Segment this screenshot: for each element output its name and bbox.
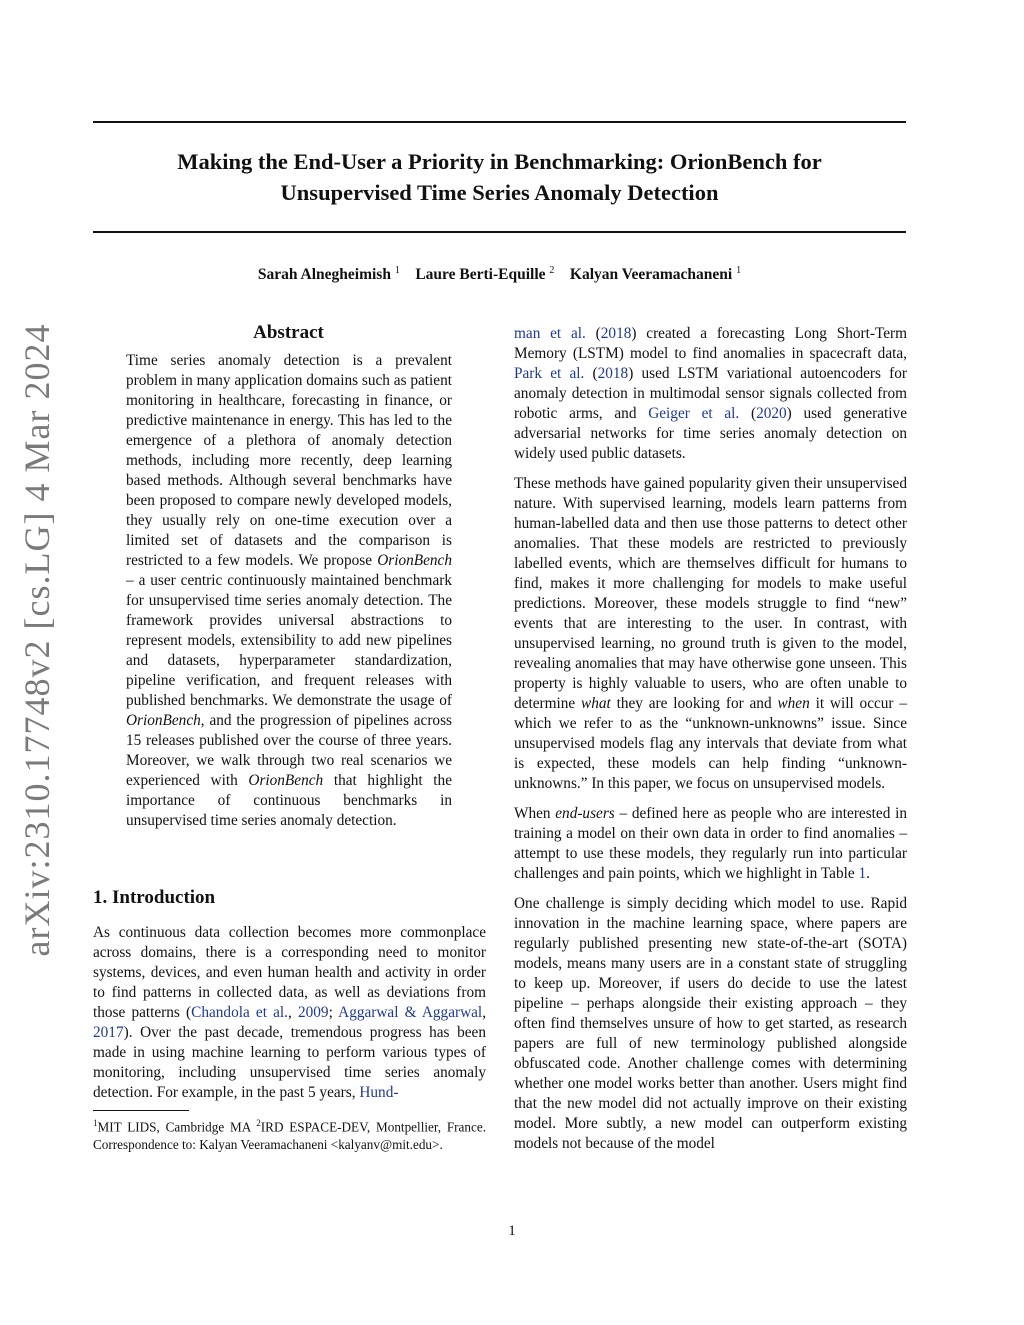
citation-year-link[interactable]: 2017	[93, 1024, 124, 1041]
citation-year-link[interactable]: 2009	[297, 1004, 329, 1021]
intro-text: ,	[288, 1004, 298, 1021]
title-line-1: Making the End-User a Priority in Benchmarking: OrionBench for	[177, 149, 822, 174]
orionbench-term: OrionBench	[126, 712, 201, 729]
body-text: it will occur – which we refer to as the “unknown-unknowns” issue. Since unsupervised models flag any intervals that deviate from what is expected, these models can help finding “unknown-unknowns.” In this paper, we focus on unsupervised models.	[514, 695, 908, 792]
footnote-text: MIT LIDS, Cambridge MA	[97, 1119, 257, 1135]
author-affiliation: 2	[549, 265, 555, 276]
footnote-marker: 2	[256, 1118, 261, 1128]
citation-link-hundman[interactable]: Hund-	[359, 1084, 399, 1101]
citation-year-link[interactable]: 2018	[597, 365, 629, 382]
intro-text: ;	[328, 1004, 339, 1021]
body-text: (	[585, 325, 601, 342]
author-list	[93, 265, 906, 284]
citation-link-hundman-cont[interactable]: man et al.	[514, 325, 586, 342]
affiliation-footnote	[93, 1114, 486, 1154]
footnote-text: IRD ESPACE-DEV, Montpellier, France. Correspondence to: Kalyan Veeramachaneni <kalyanv@mit.edu>.	[93, 1119, 486, 1153]
body-text: When	[514, 805, 556, 822]
citation-link-park[interactable]: Park et al.	[514, 365, 585, 382]
intro-text: ,	[482, 1004, 486, 1021]
author-affiliation: 1	[394, 265, 400, 276]
orionbench-term: OrionBench	[377, 552, 452, 569]
introduction-paragraph	[93, 923, 486, 1103]
intro-text: ). Over the past decade, tremendous progress has been made in using machine learning to perform various types of monitoring, including unsupervised time series anomaly detection. For example, in the past 5 years,	[93, 1024, 486, 1101]
paper-title	[93, 146, 906, 208]
section-heading-introduction: 1. Introduction	[93, 887, 216, 908]
abstract-text: – a user centric continuously maintained benchmark for unsupervised time series anomaly detection. The framework provides universal abstractions to represent models, extensibility to add new pipelines and datasets, hyperparameter standardization, pipeline verification, and frequent releases with published benchmarks. We demonstrate the usage of	[126, 572, 452, 709]
right-column	[514, 324, 907, 1164]
paragraph-related-work	[514, 324, 907, 464]
emphasis-when: when	[777, 695, 810, 712]
paragraph-unsupervised	[514, 474, 907, 794]
author-name: Sarah Alnegheimish	[257, 266, 391, 284]
paragraph-end-users	[514, 804, 907, 884]
arxiv-id: arXiv:2310.17748v2 [cs.LG] 4 Mar 2024	[17, 323, 57, 957]
abstract-heading: Abstract	[253, 322, 324, 343]
citation-link-aggarwal[interactable]: Aggarwal & Aggarwal	[338, 1004, 483, 1021]
body-text: These methods have gained popularity given their unsupervised nature. With supervised learning, models learn patterns from human-labelled data and then use those patterns to detect other anomalies. That these models are restricted to previously labelled events, which are themselves difficult for humans to find, makes it more challenging for models to make useful predictions. Moreover, these models struggle to find “new” events that are interesting to the user. In contrast, with unsupervised learning, no ground truth is given to the model, revealing anomalies that may have otherwise gone unseen. This property is highly valuable to users, who are often unable to determine	[514, 475, 907, 712]
abstract-text: , and the progression of pipelines across 15 releases published over the course of three years. Moreover, we walk through two real scenarios we experienced with	[126, 712, 452, 789]
body-text: (	[739, 405, 757, 422]
intro-text: As continuous data collection becomes more commonplace across domains, there is a corresponding need to monitor systems, devices, and even human health and activity in order to find patterns in collected data, as well as deviations from those patterns (	[93, 924, 486, 1021]
body-text: they are looking for and	[610, 695, 778, 712]
footnote-marker: 1	[93, 1118, 98, 1128]
footnote-rule	[93, 1110, 189, 1111]
title-bottom-rule	[93, 231, 906, 233]
body-text: ) used generative adversarial networks for time series anomaly detection on widely used public datasets.	[514, 405, 907, 462]
citation-year-link[interactable]: 2018	[600, 325, 632, 342]
page-number: 1	[508, 1223, 516, 1239]
table-reference-link[interactable]: 1	[858, 865, 867, 882]
author-name: Laure Berti-Equille	[415, 266, 546, 284]
author-affiliation: 1	[736, 265, 742, 276]
abstract-text: Time series anomaly detection is a prevalent problem in many application domains such as patient monitoring in healthcare, forecasting in finance, or predictive maintenance in energy. This has led to the emergence of a plethora of anomaly detection methods, including more recently, deep learning based methods. Although several benchmarks have been proposed to compare newly developed models, they usually rely on one-time execution over a limited set of datasets and the comparison is restricted to a few models. We propose	[126, 352, 452, 569]
author-name: Kalyan Veeramachaneni	[569, 266, 733, 284]
orionbench-term: OrionBench	[248, 772, 324, 789]
title-line-2: Unsupervised Time Series Anomaly Detection	[280, 180, 719, 205]
abstract-body	[126, 351, 452, 831]
emphasis-what: what	[581, 695, 611, 712]
citation-year-link[interactable]: 2020	[756, 405, 787, 422]
abstract-text: that highlight the importance of continuous benchmarks in unsupervised time series anomaly detection.	[126, 772, 452, 829]
citation-link-geiger[interactable]: Geiger et al.	[648, 405, 740, 422]
body-text: – defined here as people who are interested in training a model on their own data in order to find anomalies – attempt to use these models, they regularly run into particular challenges and pain points, which we highlight in Table	[514, 805, 907, 882]
body-text: ) created a forecasting Long Short-Term Memory (LSTM) model to find anomalies in spacecraft data,	[514, 325, 908, 362]
body-text: ) used LSTM variational autoencoders for anomaly detection in multimodal sensor signals collected from robotic arms, and	[514, 365, 908, 422]
body-text: (	[584, 365, 598, 382]
title-top-rule	[93, 121, 906, 123]
paragraph-challenges: One challenge is simply deciding which model to use. Rapid innovation in the machine learning space, where papers are regularly published presenting new state-of-the-art (SOTA) models, means many users are in a constant state of struggling to keep up. Moreover, if users do decide to use the latest pipeline – perhaps alongside their existing approach – they often find themselves unsure of how to get started, as research papers are full of new terminology published alongside obfuscated code. Another challenge comes with determining whether one model works better than another. Users might find that the new model did not actually improve on their existing model. More subtly, a new model can outperform existing models not because of the model	[514, 895, 907, 1152]
emphasis-end-users: end-users	[555, 805, 615, 822]
citation-link-chandola[interactable]: Chandola et al.	[191, 1004, 288, 1021]
body-text: .	[866, 865, 870, 882]
